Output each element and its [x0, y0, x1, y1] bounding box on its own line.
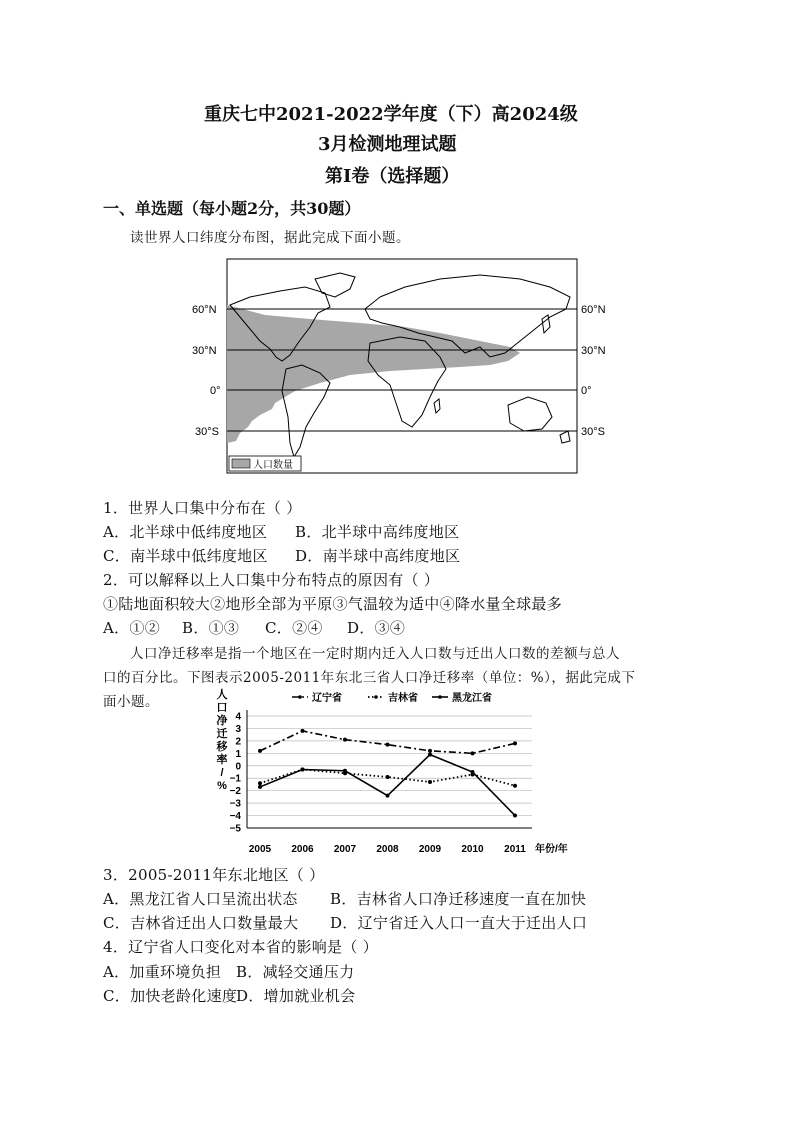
- x-tick-label: 2008: [376, 844, 399, 855]
- lat-label-0-right: 0°: [581, 385, 592, 397]
- data-point: [343, 738, 347, 742]
- q2-option-c: C．②④: [265, 619, 323, 637]
- q2-option-b: B．①③: [182, 619, 240, 637]
- legend-marker: [374, 695, 378, 699]
- q2-option-a: A．①②: [103, 619, 161, 637]
- y-axis-label-char: 人: [216, 689, 228, 701]
- map-legend-swatch: [232, 459, 250, 468]
- x-tick-label: 2006: [291, 844, 314, 855]
- world-population-latitude-map: [190, 257, 610, 477]
- data-point: [513, 741, 517, 745]
- volume-title: 第Ⅰ卷（选择题）: [325, 166, 460, 187]
- q4-option-c: C．加快老龄化速度: [103, 987, 238, 1005]
- chart-intro-line2: 口的百分比。下图表示2005-2011年东北三省人口净迁移率（单位：%），据此完成下: [103, 670, 636, 686]
- chart-intro-line1: 人口净迁移率是指一个地区在一定时期内迁入人口数与迁出人口数的差额与总人: [130, 646, 620, 662]
- data-point: [428, 749, 432, 753]
- y-axis-label-char: /: [220, 767, 224, 779]
- y-tick-label: 1: [235, 748, 241, 760]
- q1-option-b: B．北半球中高纬度地区: [295, 523, 460, 541]
- y-tick-label: 0: [235, 761, 241, 773]
- data-point: [301, 729, 305, 733]
- q3-option-c: C．吉林省迁出人口数量最大: [103, 914, 299, 932]
- data-point: [258, 749, 262, 753]
- y-axis-label-char: 净: [216, 715, 228, 727]
- chart-legend: [292, 691, 492, 704]
- q3-option-a: A．黑龙江省人口呈流出状态: [103, 890, 298, 908]
- lat-label-30s-right: 30°S: [581, 426, 605, 438]
- data-point: [258, 781, 262, 785]
- legend-label: 辽宁省: [312, 693, 342, 704]
- y-tick-label: −1: [229, 773, 241, 785]
- data-point: [258, 785, 262, 789]
- y-axis-label-char: 率: [216, 754, 228, 766]
- y-tick-label: −5: [229, 823, 241, 835]
- q3-option-b: B．吉林省人口净迁移速度一直在加快: [330, 890, 587, 908]
- data-point: [428, 780, 432, 784]
- q4-option-d: D．增加就业机会: [236, 987, 356, 1005]
- series-line-0: [260, 731, 515, 753]
- data-point: [386, 775, 390, 779]
- data-point: [471, 770, 475, 774]
- x-axis-label: 年份/年: [535, 844, 568, 855]
- data-point: [513, 784, 517, 788]
- q1-option-c: C．南半球中低纬度地区: [103, 547, 268, 565]
- data-point: [343, 769, 347, 773]
- x-tick-label: 2011: [504, 844, 526, 855]
- lat-label-30n-right: 30°N: [581, 345, 606, 357]
- x-tick-label: 2010: [461, 844, 484, 855]
- y-tick-label: 4: [235, 711, 241, 723]
- q4-option-b: B．减轻交通压力: [236, 963, 355, 981]
- y-axis-label-char: 口: [216, 702, 228, 714]
- q1-stem: 1．世界人口集中分布在（ ）: [103, 499, 302, 517]
- y-tick-label: 3: [235, 723, 241, 735]
- legend-label: 黑龙江省: [452, 693, 492, 704]
- y-tick-label: −4: [229, 811, 241, 823]
- data-point: [386, 743, 390, 747]
- data-point: [301, 768, 305, 772]
- legend-marker: [438, 695, 442, 699]
- data-point: [513, 814, 517, 818]
- q1-option-d: D．南半球中高纬度地区: [295, 547, 461, 565]
- q3-stem: 3．2005-2011年东北地区（ ）: [103, 866, 325, 884]
- net-migration-rate-chart: [210, 688, 580, 856]
- y-axis-label: [216, 688, 229, 792]
- lat-label-60n-right: 60°N: [581, 304, 606, 316]
- y-tick-label: 2: [235, 736, 241, 748]
- exam-title-line2: 3月检测地理试题: [318, 134, 457, 155]
- y-axis-label-char: 迁: [216, 728, 228, 740]
- data-point: [471, 751, 475, 755]
- map-intro: 读世界人口纬度分布图，据此完成下面小题。: [130, 230, 410, 246]
- section-title: 一、单选题（每小题2分，共30题）: [103, 199, 361, 218]
- lat-label-60n-left: 60°N: [192, 304, 217, 316]
- chart-intro-line3: 面小题。: [103, 694, 159, 710]
- data-point: [428, 753, 432, 757]
- q4-stem: 4．辽宁省人口变化对本省的影响是（ ）: [103, 938, 379, 956]
- q4-option-a: A．加重环境负担: [103, 963, 222, 981]
- y-tick-label: −3: [229, 798, 241, 810]
- y-tick-label: −2: [229, 786, 241, 798]
- x-tick-label: 2009: [418, 844, 442, 855]
- q1-option-a: A．北半球中低纬度地区: [103, 523, 268, 541]
- y-axis-label-char: 移: [216, 741, 228, 753]
- legend-marker: [298, 695, 302, 699]
- q2-items: ①陆地面积较大②地形全部为平原③气温较为适中④降水量全球最多: [103, 595, 563, 613]
- exam-title-line1: 重庆七中2021-2022学年度（下）高2024级: [204, 104, 578, 125]
- y-axis-label-char: %: [217, 780, 227, 792]
- x-tick-label: 2005: [248, 844, 272, 855]
- x-tick-labels: [249, 842, 568, 855]
- x-tick-label: 2007: [333, 844, 357, 855]
- map-legend-label: 人口数量: [253, 460, 293, 471]
- grid-lines: [247, 710, 532, 828]
- series-line-2: [260, 755, 515, 816]
- legend-label: 吉林省: [388, 693, 418, 704]
- q3-option-d: D．辽宁省迁入人口一直大于迁出人口: [330, 914, 588, 932]
- q2-option-d: D．③④: [347, 619, 406, 637]
- q2-stem: 2．可以解释以上人口集中分布特点的原因有（ ）: [103, 571, 440, 589]
- y-tick-labels: [230, 712, 242, 835]
- lat-label-0-left: 0°: [210, 385, 221, 397]
- lat-label-30s-left: 30°S: [195, 426, 219, 438]
- series-lines: [258, 729, 517, 818]
- lat-label-30n-left: 30°N: [192, 345, 217, 357]
- data-point: [386, 794, 390, 798]
